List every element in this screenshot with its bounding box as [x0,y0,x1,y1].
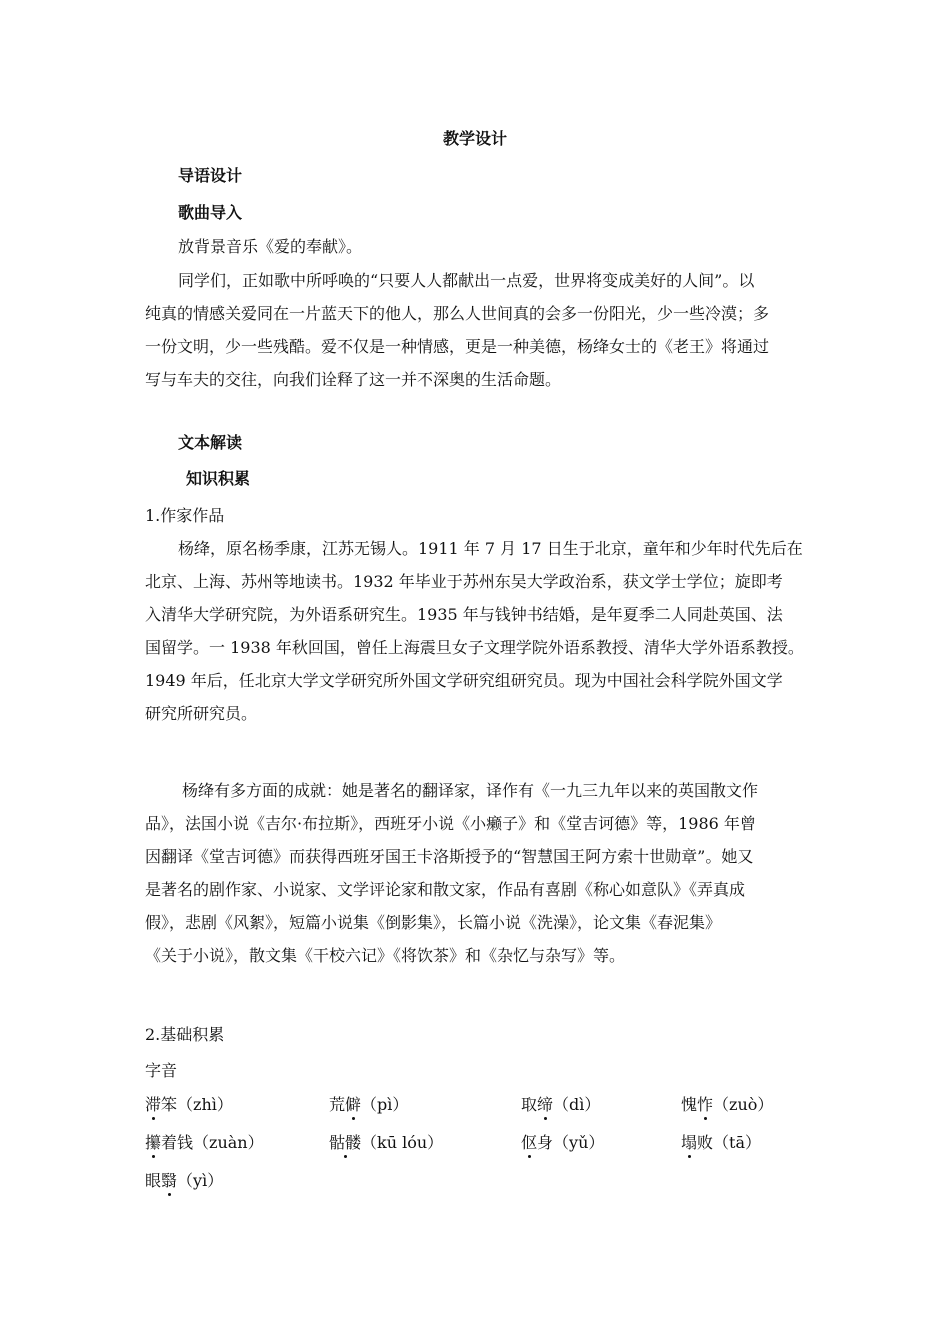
pinyin: （yǔ） [553,1133,605,1152]
pronunciation-item [521,1092,600,1115]
paragraph-line: 写与车夫的交往，向我们诠释了这一并不深奥的生活命题。 [145,370,562,389]
paragraph-line: 是著名的剧作家、小说家、文学评论家和散文家，作品有喜剧《称心如意队》《弄真成 [145,880,746,899]
dotted-char: 伛 [521,1133,538,1152]
dotted-char: 攥 [145,1133,162,1152]
pinyin: （pì） [361,1095,409,1114]
pronunciation-item [329,1092,408,1115]
word-text: 着钱 [161,1133,194,1152]
pinyin: （dì） [553,1095,601,1114]
pronunciation-item [681,1130,761,1153]
paragraph-line: 假》，悲剧《风絮》，短篇小说集《倒影集》，长篇小说《洗澡》，论文集《春泥集》 [145,913,722,932]
word-text: 笨 [161,1095,178,1114]
pinyin: （yì） [177,1171,224,1190]
pinyin: （kū lóu） [361,1133,444,1152]
word-text: 取 [521,1095,538,1114]
pronunciation-row [145,1168,825,1206]
paragraph-line: 研究所研究员。 [145,704,258,723]
paragraph-line: 入清华大学研究院，为外语系研究生。1935 年与钱钟书结婚，是年夏季二人同赴英国、法 [145,605,783,624]
pinyin: （zhì） [177,1095,233,1114]
dotted-char: 翳 [161,1171,178,1190]
page-title: 教学设计 [442,129,507,148]
intro-heading: 导语设计 [178,166,243,185]
paragraph-line: 《关于小说》，散文集《干校六记》《将饮茶》和《杂忆与杂写》等。 [145,946,626,965]
dotted-char: 怍 [697,1095,714,1114]
pronunciation-row [145,1092,825,1130]
paragraph-line: 国留学。一 1938 年秋回国，曾任上海震旦女子文理学院外语系教授、清华大学外语系教授。 [145,638,804,657]
word-text: 愧 [681,1095,698,1114]
pinyin: （zuàn） [193,1133,264,1152]
pronunciation-item [329,1130,443,1153]
pinyin: （zuò） [713,1095,774,1114]
dotted-char: 僻 [345,1095,362,1114]
dotted-char: 滞 [145,1095,162,1114]
pronunciation-grid [145,1092,825,1206]
dotted-char: 缔 [537,1095,554,1114]
dotted-char: 骷髅 [329,1133,362,1152]
pronunciation-item [145,1168,223,1191]
pronunciation-item [145,1092,233,1115]
word-text: 身 [537,1133,554,1152]
pronunciation-item [521,1130,604,1153]
paragraph-line: 1949 年后，任北京大学文学研究所外国文学研究组研究员。现为中国社会科学院外国文学 [145,671,783,690]
paragraph-line: 一份文明，少一些残酷。爱不仅是一种情感，更是一种美德，杨绛女士的《老王》将通过 [145,337,770,356]
paragraph-line: 杨绛，原名杨季康，江苏无锡人。1911 年 7 月 17 日生于北京，童年和少年时代先后在 [178,539,803,558]
song-line: 放背景音乐《爱的奉献》。 [178,237,363,256]
paragraph-line: 同学们，正如歌中所呼唤的“只要人人都献出一点爱，世界将变成美好的人间”。以 [178,271,755,290]
song-heading: 歌曲导入 [178,203,243,222]
word-text: 荒 [329,1095,346,1114]
pinyin: （tā） [713,1133,762,1152]
author-paragraph-2 [145,774,817,972]
author-paragraph-1 [145,532,817,730]
paragraph-line: 纯真的情感关爱同在一片蓝天下的他人，那么人世间真的会多一份阳光，少一些冷漠；多 [145,304,770,323]
paragraph-line: 品》，法国小说《吉尔·布拉斯》，西班牙小说《小癞子》和《堂吉诃德》等，1986 年曾 [145,814,756,833]
text-heading: 文本解读 [178,433,243,452]
word-text: 败 [697,1133,714,1152]
paragraph-line: 北京、上海、苏州等地读书。1932 年毕业于苏州东吴大学政治系，获文学士学位；旋即考 [145,572,783,591]
word-text: 眼 [145,1171,162,1190]
paragraph-line: 因翻译《堂吉诃德》而获得西班牙国王卡洛斯授予的“智慧国王阿方索十世勋章”。她又 [145,847,754,866]
pronunciation-item [145,1130,264,1153]
basic-heading: 2.基础积累 [145,1025,225,1044]
pronunciation-heading: 字音 [145,1061,178,1080]
dotted-char: 塌 [681,1133,698,1152]
intro-paragraph [145,264,817,396]
pronunciation-item [681,1092,773,1115]
author-heading: 1.作家作品 [145,506,225,525]
pronunciation-row [145,1130,825,1168]
paragraph-line: 杨绛有多方面的成就：她是著名的翻译家，译作有《一九三九年以来的英国散文作 [182,781,759,800]
knowledge-heading: 知识积累 [186,469,251,488]
